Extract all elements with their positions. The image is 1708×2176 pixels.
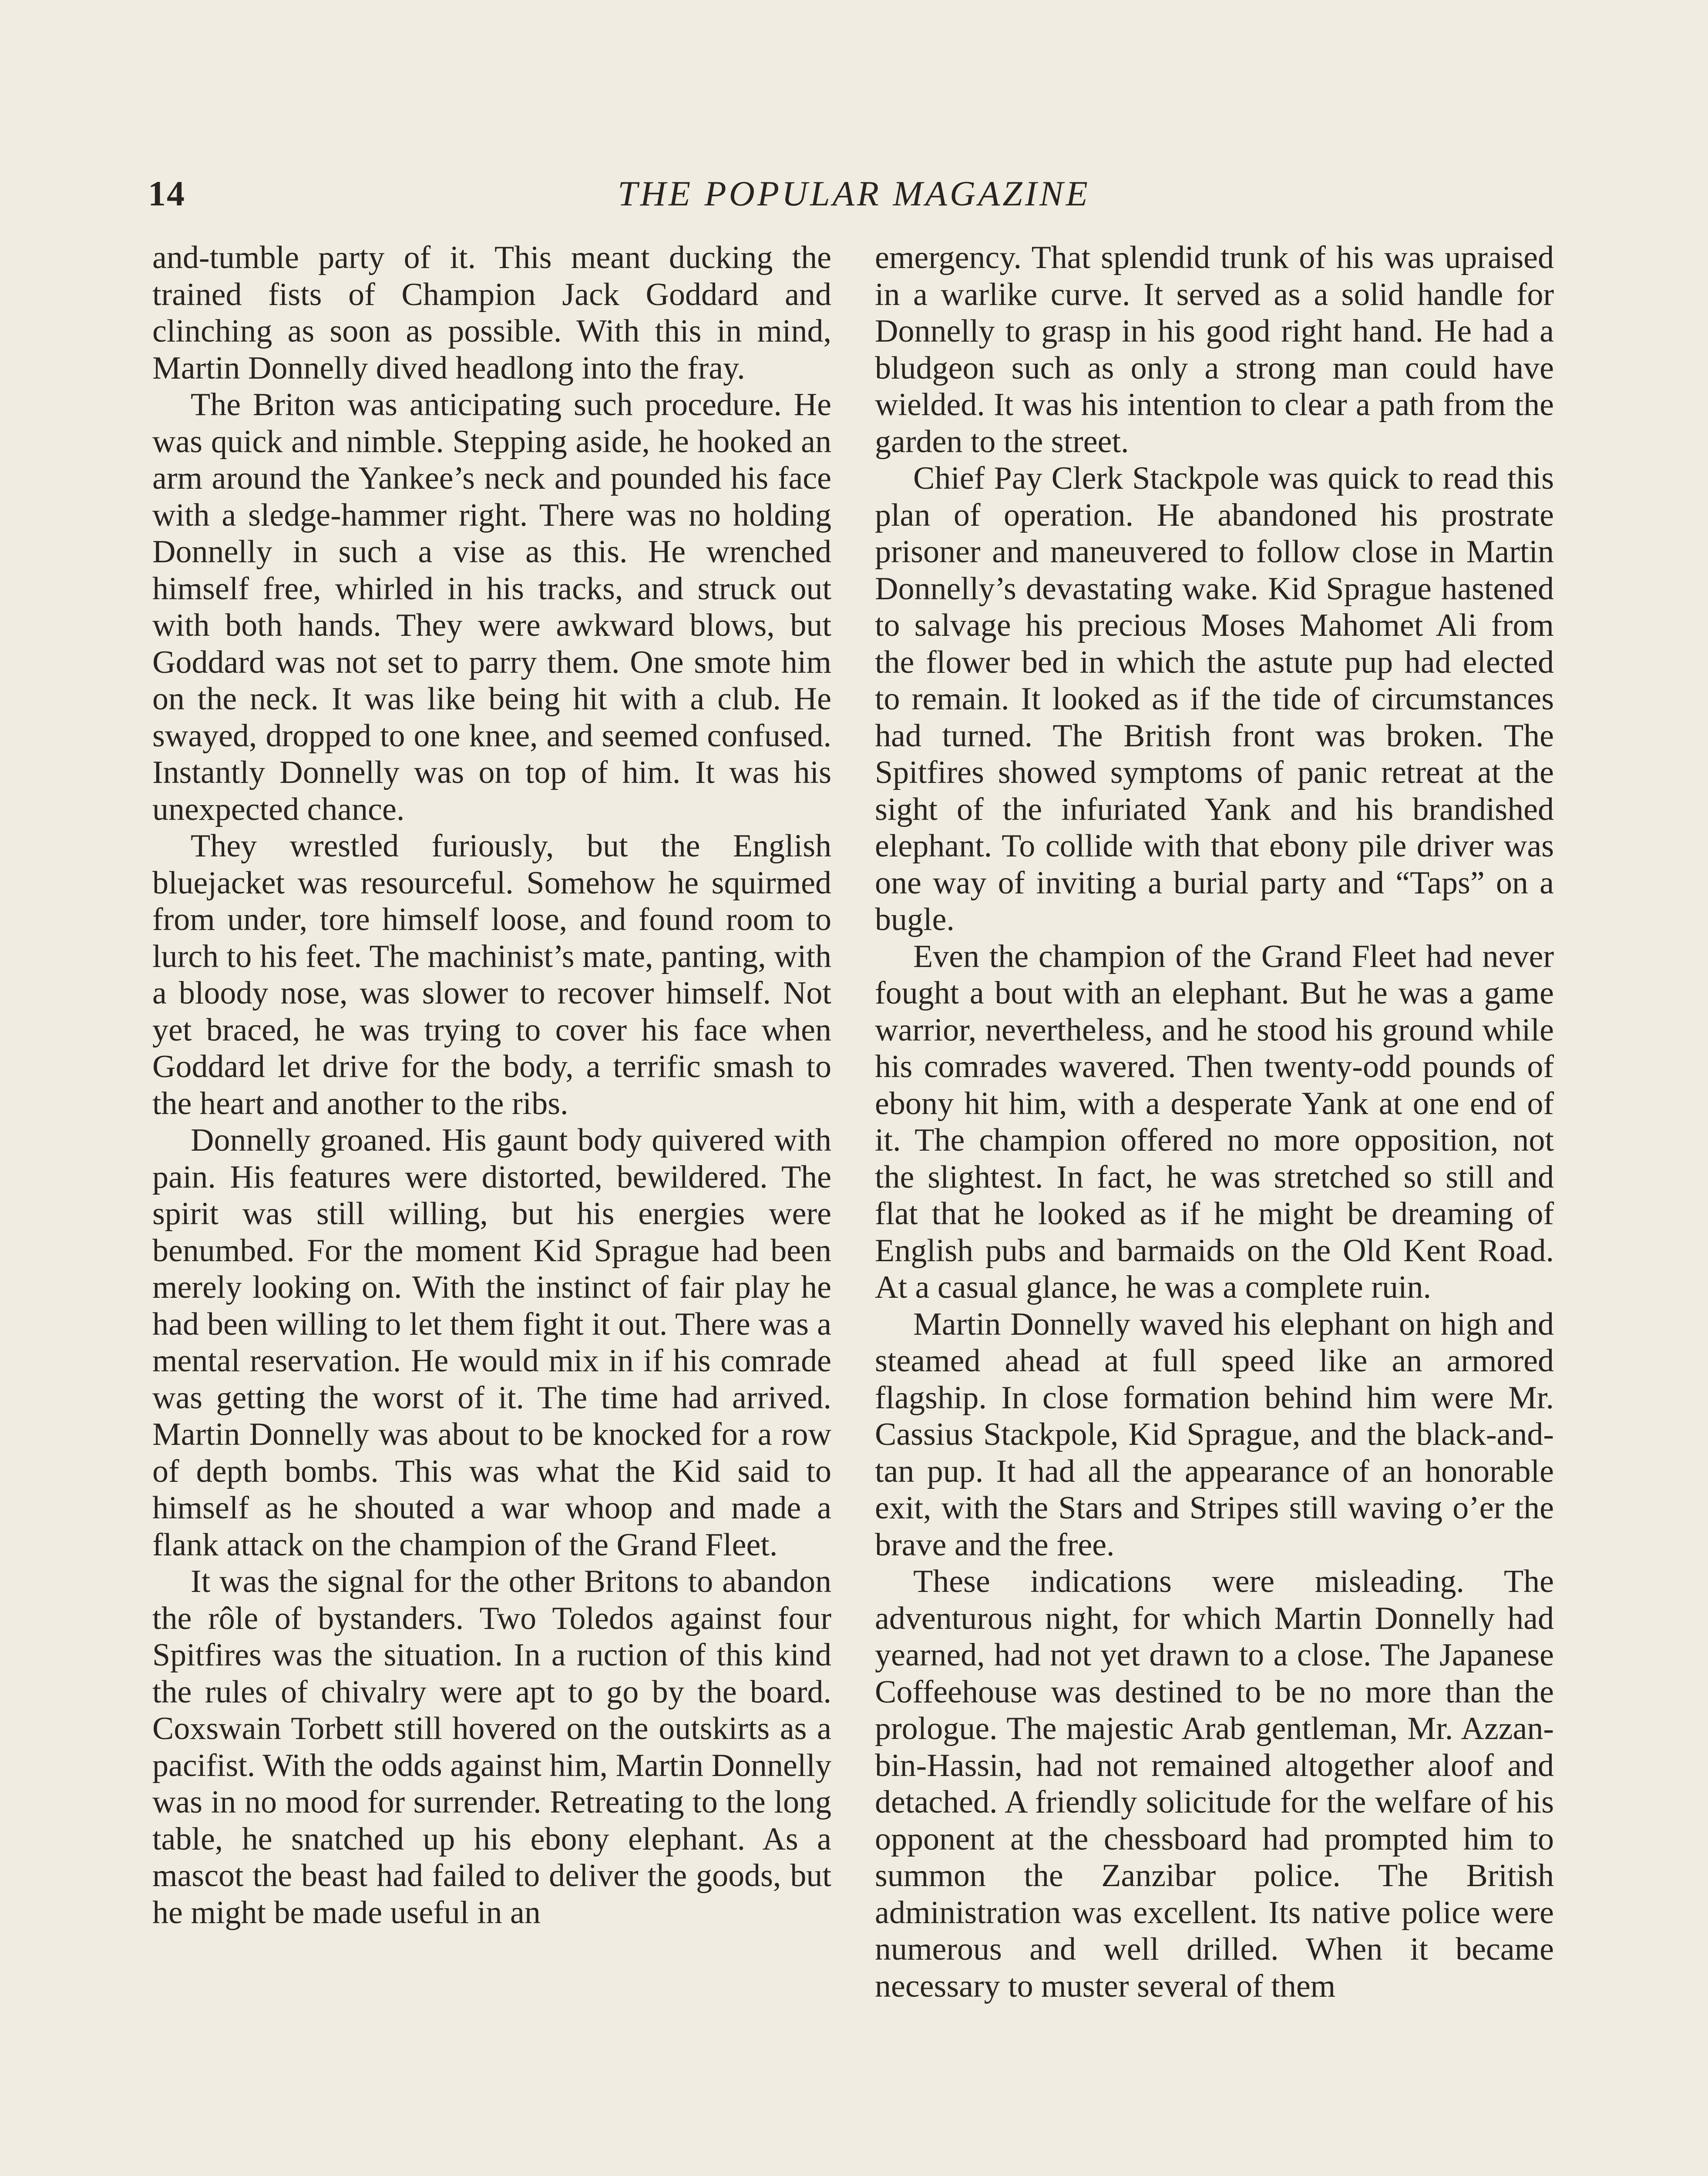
page-header — [0, 165, 1708, 222]
paragraph: These indications were misleading. The adventurous night, for which Martin Donnelly had yearned, had not yet drawn to a close. The Japanese Coffeehouse was destined to be no more than the prologue. The majestic Arab gentleman, Mr. Azzan-bin-Hassin, had not remained altogether aloof and detached. A friendly solicitude for the welfare of his opponent at the chessboard had prompted him to summon the Zanzibar police. The British administration was excellent. Its native police were numerous and well drilled. When it became necessary to muster several of them — [875, 1564, 1554, 2004]
paragraph: They wrestled furiously, but the English bluejacket was resourceful. Somehow he squirmed from under, tore himself loose, and found room to lurch to his feet. The machinist’s mate, panting, with a bloody nose, was slower to recover himself. Not yet braced, he was trying to cover his face when Goddard let drive for the body, a terrific smash to the heart and another to the ribs. — [152, 828, 831, 1122]
paragraph: It was the signal for the other Britons to abandon the rôle of bystanders. Two Toledos against four Spitfires was the situation. In a ruction of this kind the rules of chivalry were apt to go by the board. Coxswain Torbett still hovered on the outskirts as a pacifist. With the odds against him, Martin Donnelly was in no mood for surrender. Retreating to the long table, he snatched up his ebony elephant. As a mascot the beast had failed to deliver the goods, but he might be made useful in an — [152, 1564, 831, 1931]
paragraph: Martin Donnelly waved his elephant on high and steamed ahead at full speed like an armored flagship. In close formation behind him were Mr. Cassius Stackpole, Kid Sprague, and the black-and-tan pup. It had all the appearance of an honorable exit, with the Stars and Stripes still waving o’er the brave and the free. — [875, 1306, 1554, 1563]
page-number: 14 — [148, 174, 185, 213]
paragraph: Even the champion of the Grand Fleet had never fought a bout with an elephant. But he was a game warrior, nevertheless, and he stood his ground while his comrades wavered. Then twenty-odd pounds of ebony hit him, with a desperate Yank at one end of it. The champion offered no more opposition, not the slightest. In fact, he was stretched so still and flat that he looked as if he might be dreaming of English pubs and barmaids on the Old Kent Road. At a casual glance, he was a complete ruin. — [875, 938, 1554, 1305]
paragraph: Chief Pay Clerk Stackpole was quick to read this plan of operation. He abandoned his prostrate prisoner and maneuvered to follow close in Martin Donnelly’s devastating wake. Kid Sprague hastened to salvage his precious Moses Mahomet Ali from the flower bed in which the astute pup had elected to remain. It looked as if the tide of circumstances had turned. The British front was broken. The Spitfires showed symptoms of panic retreat at the sight of the infuriated Yank and his brandished elephant. To collide with that ebony pile driver was one way of inviting a burial party and “Taps” on a bugle. — [875, 460, 1554, 937]
left-column — [152, 239, 831, 1931]
paragraph: and-tumble party of it. This meant ducking the trained fists of Champion Jack Goddard and clinching as soon as possible. With this in mind, Martin Donnelly dived headlong into the fray. — [152, 240, 831, 386]
paragraph: The Briton was anticipating such procedure. He was quick and nimble. Stepping aside, he hooked an arm around the Yankee’s neck and pounded his face with a sledge-hammer right. There was no holding Donnelly in such a vise as this. He wrenched himself free, whirled in his tracks, and struck out with both hands. They were awkward blows, but Goddard was not set to parry them. One smote him on the neck. It was like being hit with a club. He swayed, dropped to one knee, and seemed confused. Instantly Donnelly was on top of him. It was his unexpected chance. — [152, 387, 831, 827]
paragraph: emergency. That splendid trunk of his was upraised in a warlike curve. It served as a solid handle for Donnelly to grasp in his good right hand. He had a bludgeon such as only a strong man could have wielded. It was his intention to clear a path from the garden to the street. — [875, 240, 1554, 460]
paragraph: Donnelly groaned. His gaunt body quivered with pain. His features were distorted, bewildered. The spirit was still willing, but his energies were benumbed. For the moment Kid Sprague had been merely looking on. With the instinct of fair play he had been willing to let them fight it out. There was a mental reservation. He would mix in if his comrade was getting the worst of it. The time had arrived. Martin Donnelly was about to be knocked for a row of depth bombs. This was what the Kid said to himself as he shouted a war whoop and made a flank attack on the champion of the Grand Fleet. — [152, 1122, 831, 1563]
running-title: THE POPULAR MAGAZINE — [618, 174, 1090, 213]
right-column — [875, 239, 1554, 2005]
